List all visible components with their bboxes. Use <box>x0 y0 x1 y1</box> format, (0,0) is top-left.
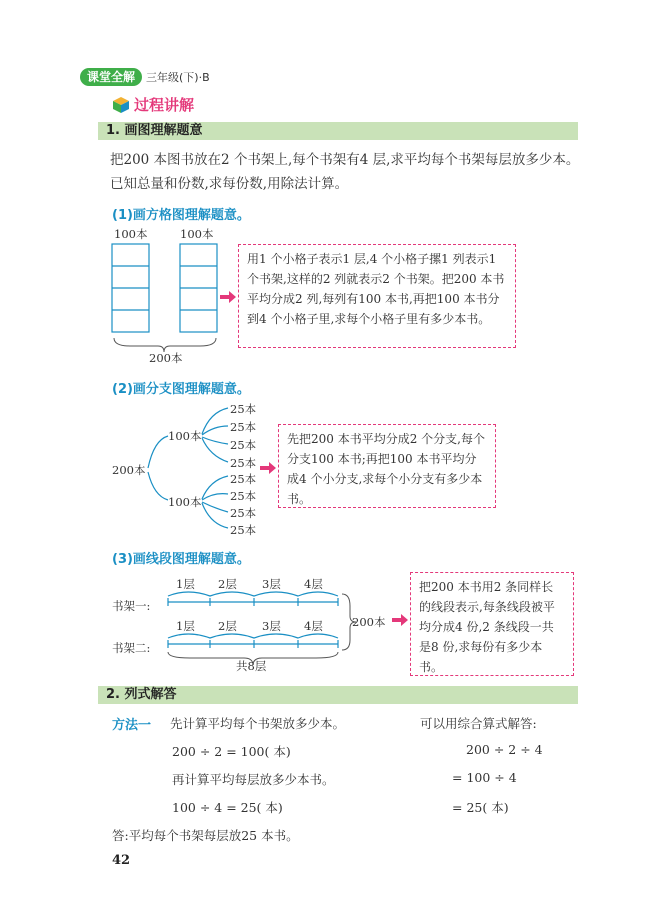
line4-left: 100 ÷ 4 = 25( 本) <box>172 800 283 815</box>
shelf1-label: 书架一: <box>112 599 151 613</box>
brand-badge: 课堂全解 <box>80 68 142 86</box>
branch-leaf: 25本 <box>230 438 257 452</box>
step2-title: 2. 列式解答 <box>106 687 177 702</box>
sub3-title: (3)画线段图理解题意。 <box>112 552 250 567</box>
section-title: 过程讲解 <box>134 96 195 114</box>
segment-layer-label: 2层 <box>218 619 237 633</box>
line1-left: 先计算平均每个书架放多少本。 <box>170 716 346 731</box>
line3-left: 再计算平均每层放多少本书。 <box>172 772 335 787</box>
branch-leaf: 25本 <box>230 489 257 503</box>
grade-label: 三年级(下)·B <box>146 71 210 84</box>
grid-diagram <box>100 240 235 360</box>
answer-line: 答:平均每个书架每层放25 本书。 <box>112 828 299 843</box>
segment-diagram <box>160 588 360 668</box>
grid-callout: 用1 个小格子表示1 层,4 个小格子摞1 列表示1 个书架,这样的2 列就表示2 个书架。把200 本书平均分成2 列,每列有100 本书,再把100 本书分到4 个小格子里,求每个小格子里有多少本书。 <box>238 244 516 348</box>
grid-label-right: 100本 <box>180 227 214 241</box>
sub2-title: (2)画分支图理解题意。 <box>112 382 250 397</box>
segment-layer-label: 2层 <box>218 577 237 591</box>
grid-label-total: 200本 <box>149 351 183 365</box>
segment-layer-label: 4层 <box>304 619 323 633</box>
arrow-right-icon <box>260 462 276 474</box>
branch-leaf: 25本 <box>230 472 257 486</box>
line4-right: = 25( 本) <box>452 800 509 815</box>
line2-right: 200 ÷ 2 ÷ 4 <box>466 742 543 757</box>
line2-left: 200 ÷ 2 = 100( 本) <box>172 744 291 759</box>
branch-leaf: 25本 <box>230 506 257 520</box>
segment-layer-label: 3层 <box>262 619 281 633</box>
branch-mid: 100本 <box>168 495 202 509</box>
branch-callout: 先把200 本书平均分成2 个分支,每个分支100 本书;再把100 本书平均分成4 个小分支,求每个小分支有多少本书。 <box>278 424 496 508</box>
branch-leaf: 25本 <box>230 523 257 537</box>
branch-root: 200本 <box>112 463 146 477</box>
line1-right: 可以用综合算式解答: <box>420 716 537 731</box>
line3-right: = 100 ÷ 4 <box>452 770 517 785</box>
branch-mid: 100本 <box>168 429 202 443</box>
branch-leaf: 25本 <box>230 456 257 470</box>
arrow-right-icon <box>392 614 408 626</box>
segment-callout: 把200 本书用2 条同样长的线段表示,每条线段被平均分成4 份,2 条线段一共是8 份,求每份有多少本书。 <box>410 572 574 676</box>
segment-total: 200本 <box>352 615 386 629</box>
segment-layer-label: 3层 <box>262 577 281 591</box>
segment-layer-label: 4层 <box>304 577 323 591</box>
method-label: 方法一 <box>112 718 152 733</box>
cube-icon <box>112 96 130 114</box>
segment-bottom-label: 共8层 <box>236 659 267 673</box>
step1-title: 1. 画图理解题意 <box>106 123 203 138</box>
arrow-right-icon <box>220 291 236 303</box>
problem-paragraph: 把200 本图书放在2 个书架上,每个书架有4 层,求平均每个书架每层放多少本。已知总量和份数,求每份数,用除法计算。 <box>110 152 580 192</box>
sub1-title: (1)画方格图理解题意。 <box>112 208 250 223</box>
shelf2-label: 书架二: <box>112 641 151 655</box>
branch-leaf: 25本 <box>230 402 257 416</box>
page-number: 42 <box>112 853 131 868</box>
segment-layer-label: 1层 <box>176 577 195 591</box>
segment-layer-label: 1层 <box>176 619 195 633</box>
grid-label-left: 100本 <box>114 227 148 241</box>
branch-leaf: 25本 <box>230 420 257 434</box>
